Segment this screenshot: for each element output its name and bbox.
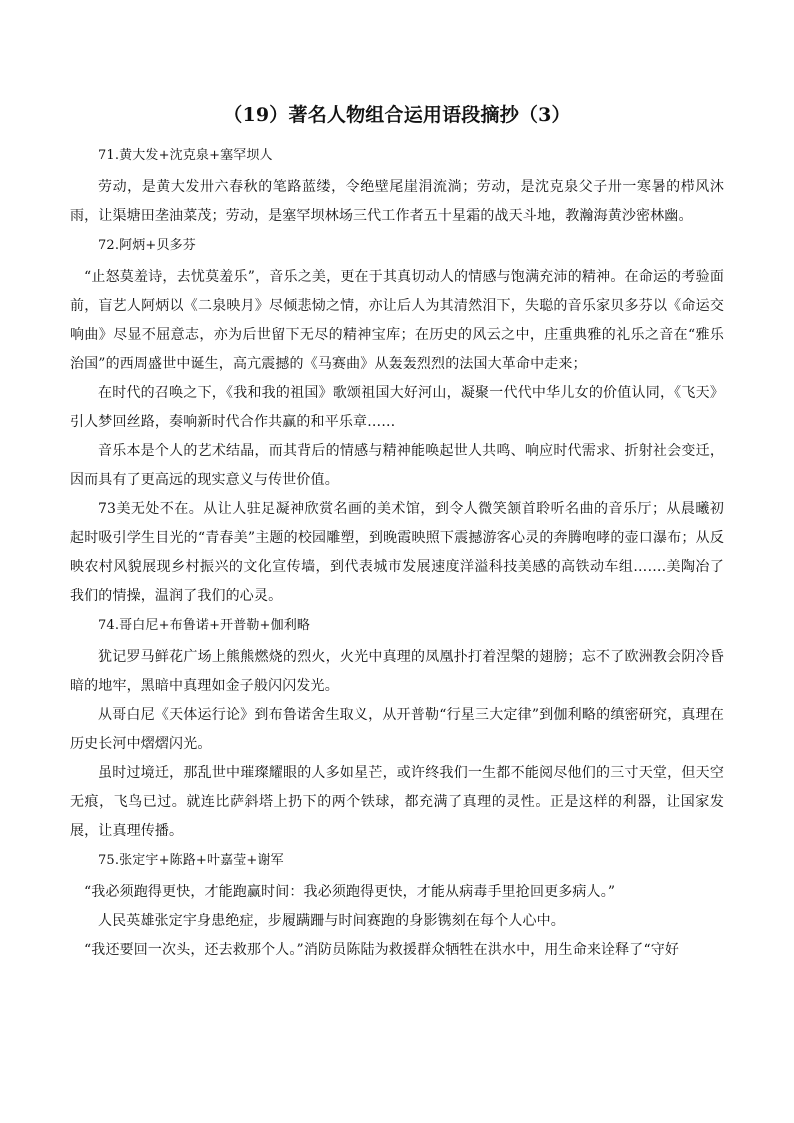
paragraph: 在时代的召唤之下，《我和我的祖国》歌颂祖国大好河山，凝聚一代代中华儿女的价值认同，《飞天》引人梦回丝路，奏响新时代合作共赢的和平乐章…… [70, 385, 724, 430]
page-title: （19）著名人物组合运用语段摘抄（3） [223, 104, 571, 126]
section-heading: 72.阿炳+贝多芬 [98, 238, 196, 253]
section-heading: 71.黄大发+沈克泉+塞罕坝人 [98, 148, 273, 163]
paragraph: 虽时过境迁，那乱世中璀璨耀眼的人多如星芒，或许终我们一生都不能阅尽他们的三寸天堂，但天空无痕，飞鸟已过。就连比萨斜塔上扔下的两个铁球，都充满了真理的灵性。正是这样的利器，让国家发展，让真理传播。 [70, 765, 724, 839]
paragraph: “我必须跑得更快，才能跑赢时间：我必须跑得更快，才能从病毒手里抢回更多病人。” [84, 884, 616, 900]
paragraph: 犹记罗马鲜花广场上熊熊燃烧的烈火，火光中真理的凤凰扑打着涅槃的翅膀；忘不了欧洲教会阴冷昏暗的地牢，黑暗中真理如金子般闪闪发光。 [70, 649, 724, 694]
paragraph: “我还要回一次头，还去救那个人。”消防员陈陆为救援群众牺牲在洪水中，用生命来诠释了“守好 [84, 942, 680, 958]
paragraph: 人民英雄张定宇身患绝症，步履蹒跚与时间赛跑的身影镌刻在每个人心中。 [98, 913, 565, 929]
document-body [70, 141, 724, 965]
section-heading: 75.张定宇+陈路+叶嘉莹+谢军 [98, 853, 284, 868]
paragraph: 73美无处不在。从让人驻足凝神欣赏名画的美术馆，到令人微笑颔首聆听名曲的音乐厅；从晨曦初起时吸引学生目光的“青春美”主题的校园雕塑，到晚霞映照下震撼游客心灵的奔腾咆哮的壶口瀑布；从反映农村风貌展现乡村振兴的文化宣传墙，到代表城市发展速度洋溢科技美感的高铁动车组…….美陶冶了我们的情操，温润了我们的心灵。 [70, 501, 724, 604]
section-heading: 74.哥白尼+布鲁诺+开普勒+伽利略 [98, 618, 311, 633]
paragraph: 从哥白尼《天体运行论》到布鲁诺舍生取义，从开普勒“行星三大定律”到伽利略的缜密研究，真理在历史长河中熠熠闪光。 [70, 707, 724, 752]
paragraph: 音乐本是个人的艺术结晶，而其背后的情感与精神能唤起世人共鸣、响应时代需求、折射社会变迁，因而具有了更高远的现实意义与传世价值。 [70, 443, 724, 488]
paragraph: “止怒莫羞诗，去忧莫羞乐”，音乐之美，更在于其真切动人的情感与饱满充沛的精神。在命运的考验面前，盲艺人阿炳以《二泉映月》尽倾悲恸之情，亦让后人为其清然泪下，失聪的音乐家贝多芬以《命运交响曲》尽显不屈意志，亦为后世留下无尽的精神宝库；在历史的风云之中，庄重典雅的礼乐之音在“雅乐治国”的西周盛世中诞生，高亢震撼的《马赛曲》从轰轰烈烈的法国大革命中走来； [70, 269, 724, 372]
paragraph: 劳动，是黄大发卅六春秋的笔路蓝缕，令绝壁尾崖涓流淌；劳动，是沈克泉父子卅一寒暑的栉风沐雨，让渠塘田垄油菜茂；劳动，是塞罕坝林场三代工作者五十星霜的战天斗地，教瀚海黄沙密林幽。 [70, 179, 724, 224]
